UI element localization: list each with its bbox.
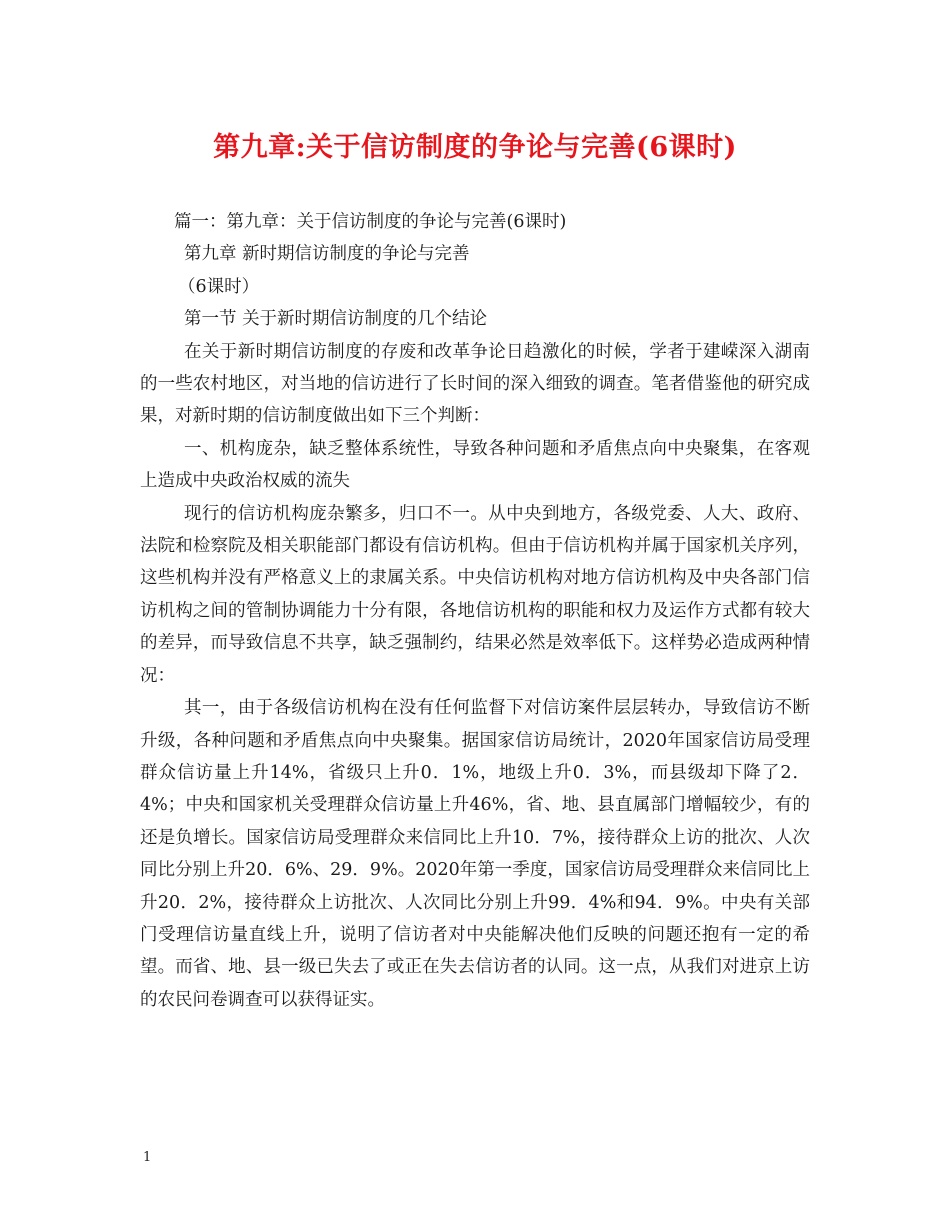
paragraph-text: 其一，由于各级信访机构在没有任何监督下对信访案件层层转办，导致信访不断升级，各种问题和矛盾焦点向中央聚集。据国家信访局统计，2020年国家信访局受理群众信访量上升14%，省级只上升0．1%，地级上升0．3%，而县级却下降了2．4%；中央和国家机关受理群众信访量上升46%，省、地、县直属部门增幅较少，有的还是负增长。国家信访局受理群众来信同比上升10．7%，接待群众上访的批次、人次同比分别上升20．6%、29．9%。2020年第一季度，国家信访局受理群众来信同比上升20．2%，接待群众上访批次、人次同比分别上升99．4%和94．9%。中央有关部门受理信访量直线上升，说明了信访者对中央能解决他们反映的问题还抱有一定的希望。而省、地、县一级已失去了或正在失去信访者的认同。这一点，从我们对进京上访的农民问卷调查可以获得证实。 xyxy=(140,698,810,1010)
paragraph-institutions xyxy=(140,498,810,692)
paragraph-point-one xyxy=(140,433,810,498)
article-heading: 篇一：第九章：关于信访制度的争论与完善(6课时) xyxy=(174,212,567,232)
section-heading: 第一节 关于新时期信访制度的几个结论 xyxy=(184,309,488,330)
paragraph-text: 现行的信访机构庞杂繁多，归口不一。从中央到地方，各级党委、人大、政府、法院和检察院及相关职能部门都设有信访机构。但由于信访机构并属于国家机关序列，这些机构并没有严格意义上的隶属关系。中央信访机构对地方信访机构及中央各部门信访机构之间的管制协调能力十分有限，各地信访机构的职能和权力及运作方式都有较大的差异，而导致信息不共享，缺乏强制约，结果必然是效率低下。这样势必造成两种情况： xyxy=(140,503,810,686)
paragraph-intro xyxy=(140,336,810,433)
class-hours-note: （6课时） xyxy=(178,276,260,297)
paragraph-statistics xyxy=(140,692,810,1016)
paragraph-text: 一、机构庞杂，缺乏整体系统性，导致各种问题和矛盾焦点向中央聚集，在客观上造成中央政治权威的流失 xyxy=(140,438,810,492)
page-number: 1 xyxy=(143,1150,152,1165)
document-title: 第九章:关于信访制度的争论与完善(6课时) xyxy=(213,132,737,163)
chapter-heading: 第九章 新时期信访制度的争论与完善 xyxy=(184,244,470,265)
paragraph-text: 在关于新时期信访制度的存废和改革争论日趋激化的时候，学者于建嵘深入湖南的一些农村地区，对当地的信访进行了长时间的深入细致的调查。笔者借鉴他的研究成果，对新时期的信访制度做出如下三个判断： xyxy=(140,341,810,427)
document-body xyxy=(140,206,810,1016)
